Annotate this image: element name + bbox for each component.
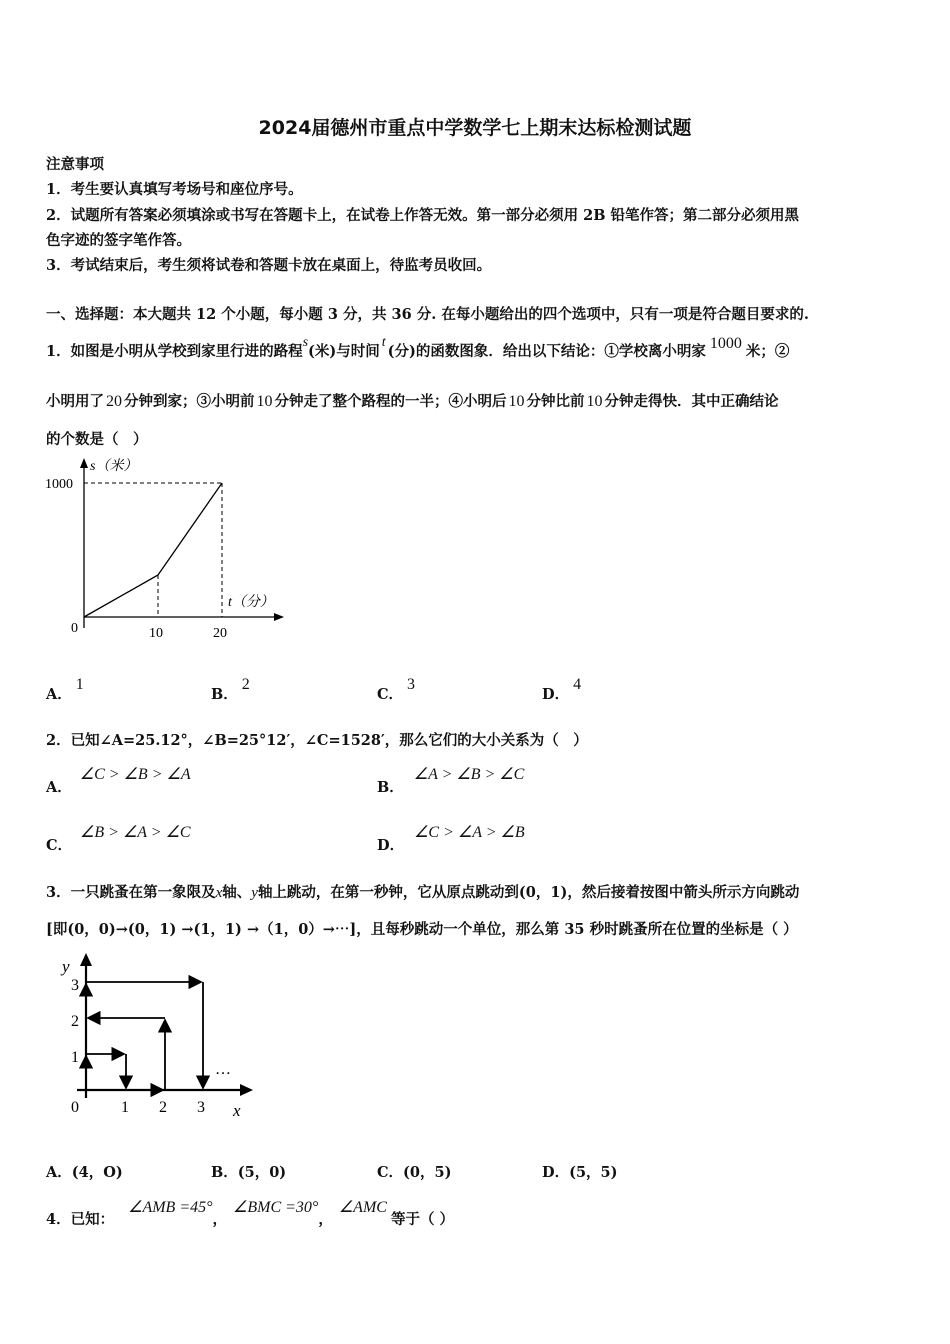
q3-x-label: x bbox=[233, 1101, 241, 1120]
q1-num-20: 20 bbox=[106, 393, 122, 410]
q1-line-2-c: 分钟走了整个路程的一半；④小明后 bbox=[274, 393, 507, 410]
notice-item-3: 3．考试结束后，考生须将试卷和答题卡放在桌面上，待监考员收回。 bbox=[46, 257, 492, 274]
q3-x-tick-2: 2 bbox=[159, 1099, 167, 1116]
q3-ellipsis: … bbox=[215, 1061, 231, 1078]
q3-flea-path-graph bbox=[55, 950, 265, 1125]
q2-option-d[interactable] bbox=[377, 824, 525, 855]
q1-option-a-letter: A． bbox=[46, 686, 72, 703]
section-heading: 一、选择题：本大题共 12 个小题，每小题 3 分，共 36 分. 在每小题给出的四个选项中，只有一项是符合题目要求的. bbox=[46, 306, 809, 323]
q3-option-b-letter: B． bbox=[211, 1164, 238, 1181]
q1-option-c[interactable] bbox=[377, 676, 416, 704]
q4-sep-2: ， bbox=[318, 1211, 333, 1228]
q4-expr-1: ∠AMB =45° bbox=[128, 1199, 213, 1216]
q3-y-label: y bbox=[62, 957, 70, 976]
q3-text-1: 3．一只跳蚤在第一象限及 bbox=[46, 884, 216, 901]
q3-option-a-value: (4，O) bbox=[71, 1164, 123, 1181]
q2-option-a-letter: A． bbox=[46, 779, 72, 796]
q1-y-axis-arrow bbox=[80, 458, 88, 468]
q3-y-axis-arrow bbox=[80, 953, 92, 966]
q3-option-c-value: (0，5) bbox=[403, 1164, 452, 1181]
q2-option-a-value: ∠C > ∠B > ∠A bbox=[79, 766, 191, 783]
notice-item-2-line-2: 色字迹的签字笔作答。 bbox=[46, 232, 191, 249]
q1-var-s: s bbox=[302, 335, 309, 350]
q1-text-4: 米；② bbox=[745, 343, 790, 360]
q1-num-10-a: 10 bbox=[256, 393, 273, 410]
q1-num-10-b: 10 bbox=[508, 393, 525, 410]
q2-option-c-letter: C． bbox=[46, 837, 73, 854]
q2-option-d-letter: D． bbox=[377, 837, 405, 854]
q1-option-a[interactable] bbox=[46, 676, 84, 704]
q3-option-b-value: (5，0) bbox=[237, 1164, 287, 1181]
q1-option-a-value: 1 bbox=[75, 676, 84, 693]
q2-option-a[interactable] bbox=[46, 766, 191, 797]
q1-num-1000: 1000 bbox=[709, 335, 742, 352]
q1-text-2: (米)与时间 bbox=[308, 343, 380, 360]
q3-line-2: [即(0，0)→(0，1) →(1，1) →（1，0）→⋯]，且每秒跳动一个单位，那么第 35 秒时跳蚤所在位置的坐标是（ ） bbox=[46, 921, 798, 938]
q1-line-3: 的个数是（ ） bbox=[46, 431, 148, 448]
q3-option-a-letter: A． bbox=[46, 1164, 72, 1181]
q2-option-b[interactable] bbox=[377, 766, 525, 797]
q3-option-b[interactable] bbox=[211, 1161, 286, 1182]
q3-option-c-letter: C． bbox=[377, 1164, 404, 1181]
q1-distance-time-graph bbox=[40, 450, 300, 650]
q4-tail: 等于（ ） bbox=[390, 1211, 455, 1228]
q3-option-d-letter: D． bbox=[542, 1164, 570, 1181]
q3-x-tick-1: 1 bbox=[121, 1099, 129, 1116]
notice-heading: 注意事项 bbox=[46, 156, 104, 173]
q1-option-d[interactable] bbox=[542, 676, 582, 704]
q4-lead: 4．已知： bbox=[46, 1211, 115, 1228]
q1-y-label: s（米） bbox=[90, 459, 138, 474]
q2-option-b-letter: B． bbox=[377, 779, 404, 796]
q2-stem: 2．已知∠A=25.12°，∠B=25°12′，∠C=1528′，那么它们的大小关系为（ ） bbox=[46, 732, 588, 749]
q1-option-b[interactable] bbox=[211, 676, 250, 704]
q3-y-tick-2: 2 bbox=[71, 1013, 79, 1030]
q1-function-line bbox=[84, 483, 222, 617]
q1-x-tick-10: 10 bbox=[149, 626, 163, 641]
q1-origin: 0 bbox=[71, 621, 78, 636]
q1-y-tick-1000: 1000 bbox=[45, 477, 73, 492]
q3-option-c[interactable] bbox=[377, 1161, 451, 1182]
q1-text-3: (分)的函数图象．给出以下结论：①学校离小明家 bbox=[387, 343, 706, 360]
page-title: 2024届德州市重点中学数学七上期末达标检测试题 bbox=[258, 117, 692, 139]
q1-line-2-e: 分钟走得快．其中正确结论 bbox=[604, 393, 779, 410]
q3-option-a[interactable] bbox=[46, 1161, 123, 1182]
notice-item-2-line-1: 2．试题所有答案必须填涂或书写在答题卡上，在试卷上作答无效。第一部分必须用 2B 铅笔作答；第二部分必须用黑 bbox=[46, 207, 800, 224]
q1-x-label: t（分） bbox=[228, 595, 274, 610]
q1-line-1 bbox=[46, 335, 790, 361]
q2-option-c-value: ∠B > ∠A > ∠C bbox=[80, 824, 191, 841]
q3-var-x: x bbox=[215, 885, 223, 901]
q3-x-tick-3: 3 bbox=[197, 1099, 205, 1116]
q1-x-axis-arrow bbox=[274, 613, 284, 621]
q3-text-2: 轴、 bbox=[222, 884, 252, 901]
q1-line-2-d: 分钟比前 bbox=[526, 393, 585, 410]
q1-x-tick-20: 20 bbox=[213, 626, 227, 641]
q1-num-10-c: 10 bbox=[586, 393, 603, 410]
q1-option-c-value: 3 bbox=[407, 676, 416, 693]
q3-x-axis-arrow bbox=[240, 1084, 253, 1096]
q3-y-tick-1: 1 bbox=[71, 1049, 79, 1066]
notice-item-1: 1．考生要认真填写考场号和座位序号。 bbox=[46, 181, 303, 198]
q1-option-d-letter: D． bbox=[542, 686, 570, 703]
q3-y-tick-3: 3 bbox=[71, 977, 79, 994]
q2-option-b-value: ∠A > ∠B > ∠C bbox=[413, 766, 525, 783]
q3-option-d[interactable] bbox=[542, 1161, 617, 1182]
q1-option-c-letter: C． bbox=[377, 686, 404, 703]
q1-option-d-value: 4 bbox=[573, 676, 582, 693]
q1-option-b-value: 2 bbox=[241, 676, 250, 693]
q4-expr-2: ∠BMC =30° bbox=[233, 1199, 319, 1216]
q4-line bbox=[46, 1199, 455, 1229]
q3-text-3: 轴上跳动，在第一秒钟，它从原点跳动到(0，1)，然后接着按图中箭头所示方向跳动 bbox=[257, 884, 800, 901]
q1-var-t: t bbox=[381, 335, 386, 350]
q2-option-d-value: ∠C > ∠A > ∠B bbox=[414, 824, 525, 841]
q4-expr-3: ∠AMC bbox=[338, 1199, 387, 1216]
q1-line-2-a: 小明用了 bbox=[46, 393, 104, 410]
q3-var-y: y bbox=[251, 885, 258, 901]
q1-text-1: 1．如图是小明从学校到家里行进的路程 bbox=[46, 343, 303, 360]
q3-option-d-value: (5，5) bbox=[569, 1164, 618, 1181]
q1-line-2-b: 分钟到家；③小明前 bbox=[124, 393, 255, 410]
q2-option-c[interactable] bbox=[46, 824, 191, 855]
q1-line-2 bbox=[46, 390, 779, 411]
q4-sep-1: ， bbox=[212, 1211, 228, 1228]
q1-option-b-letter: B． bbox=[211, 686, 238, 703]
q3-line-1 bbox=[46, 881, 799, 902]
q3-origin: 0 bbox=[71, 1099, 79, 1116]
